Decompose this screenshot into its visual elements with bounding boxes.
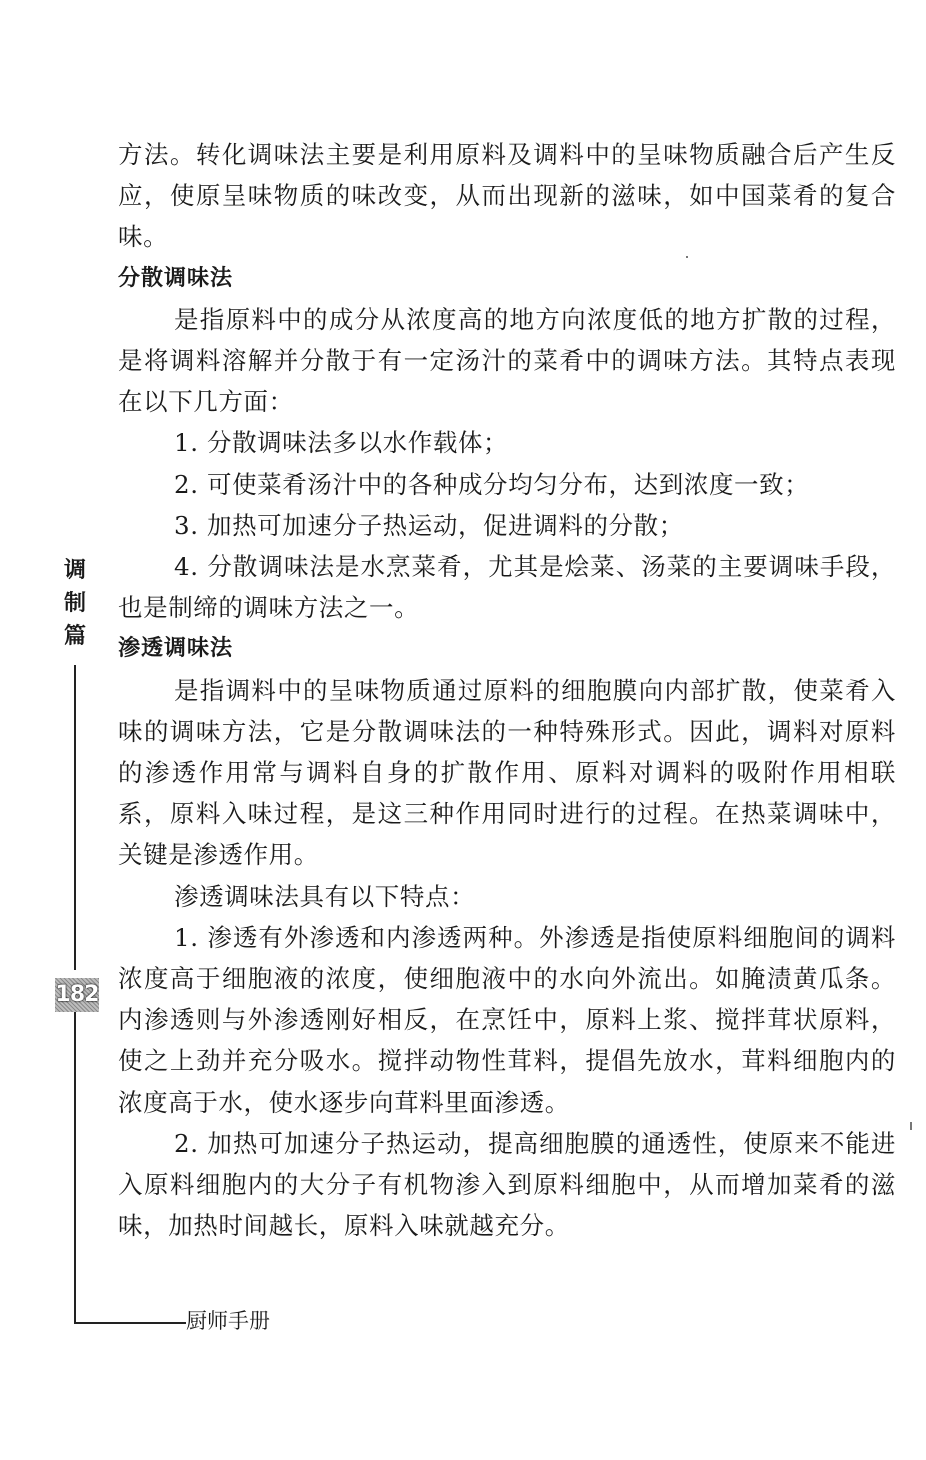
scan-speck bbox=[686, 256, 688, 258]
sidebar-rule-bottom bbox=[74, 1012, 76, 1324]
section-heading: 渗透调味法 bbox=[118, 636, 234, 662]
body-paragraph: 4. 分散调味法是水烹菜肴，尤其是烩菜、汤菜的主要调味手段，也是制缔的调味方法之一。 bbox=[118, 552, 896, 623]
footer-rule bbox=[74, 1322, 186, 1324]
body-paragraph: 2. 可使菜肴汤汁中的各种成分均匀分布，达到浓度一致； bbox=[174, 469, 810, 499]
body-paragraph: 是指原料中的成分从浓度高的地方向浓度低的地方扩散的过程，是将调料溶解并分散于有一定汤汁的菜肴中的调味方法。其特点表现在以下几方面： bbox=[118, 304, 896, 417]
section-heading: 分散调味法 bbox=[118, 265, 234, 291]
scan-speck bbox=[910, 1122, 912, 1130]
sidebar-rule-top bbox=[74, 665, 76, 970]
body-text bbox=[118, 134, 896, 1246]
body-paragraph: 1. 分散调味法多以水作载体； bbox=[174, 428, 509, 458]
body-paragraph: 渗透调味法具有以下特点： bbox=[174, 881, 476, 911]
footer-book-title: 厨师手册 bbox=[186, 1309, 270, 1333]
chapter-char: 调 bbox=[63, 558, 86, 583]
body-paragraph: 1. 渗透有外渗透和内渗透两种。外渗透是指使原料细胞间的调料浓度高于细胞液的浓度，使细胞液中的水向外流出。如腌渍黄瓜条。内渗透则与外渗透刚好相反，在烹饪中，原料上浆、搅拌茸状原料，使之上劲并充分吸水。搅拌动物性茸料，提倡先放水，茸料细胞内的浓度高于水，使水逐步向茸料里面渗透。 bbox=[118, 922, 896, 1117]
chapter-label bbox=[62, 554, 88, 653]
page-number-badge: 182 bbox=[55, 978, 99, 1012]
chapter-char: 制 bbox=[63, 591, 86, 616]
body-paragraph: 2. 加热可加速分子热运动，提高细胞膜的通透性，使原来不能进入原料细胞内的大分子有机物渗入到原料细胞中，从而增加菜肴的滋味，加热时间越长，原料入味就越充分。 bbox=[118, 1128, 896, 1241]
body-paragraph: 方法。转化调味法主要是利用原料及调料中的呈味物质融合后产生反应，使原呈味物质的味改变，从而出现新的滋味，如中国菜肴的复合味。 bbox=[118, 140, 896, 252]
chapter-char: 篇 bbox=[63, 624, 86, 649]
body-paragraph: 是指调料中的呈味物质通过原料的细胞膜向内部扩散，使菜肴入味的调味方法，它是分散调味法的一种特殊形式。因此，调料对原料的渗透作用常与调料自身的扩散作用、原料对调料的吸附作用相联系，原料入味过程，是这三种作用同时进行的过程。在热菜调味中，关键是渗透作用。 bbox=[118, 675, 896, 870]
body-paragraph: 3. 加热可加速分子热运动，促进调料的分散； bbox=[174, 510, 684, 540]
